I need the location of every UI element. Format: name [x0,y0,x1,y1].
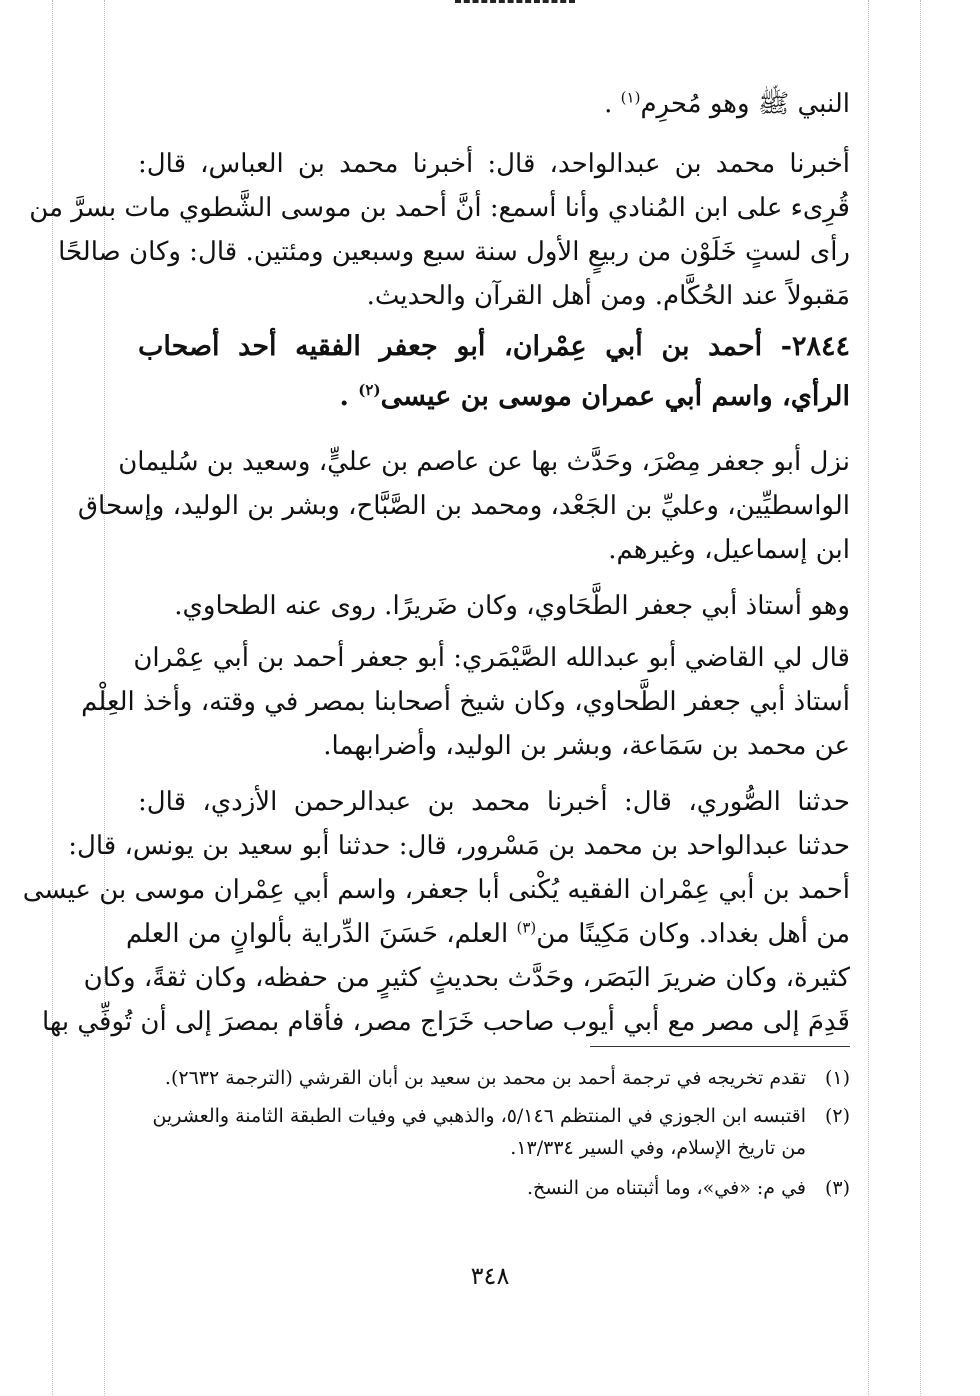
text-line: حدثنا الصُّوري، قال: أخبرنا محمد بن عبدالرحمن الأزدي، قال: [138,787,850,817]
footnote-text: في م: «في»، وما أثبتناه من النسخ. [527,1177,806,1199]
page-number: ٣٤٨ [470,1262,510,1290]
paragraph-4 [81,636,850,768]
heading-end: . [339,381,359,412]
entry-heading [138,322,850,422]
footnote-3 [138,1172,850,1204]
footnote-text-continued: من تاريخ الإسلام، وفي السير ١٣/٣٣٤. [510,1137,806,1159]
heading-line: الرأي، واسم أبي عمران موسى بن عيسى [380,381,850,412]
text-line: رأى لستٍ خَلَوْن من ربيعٍ الأول سنة سبع وسبعين ومئتين. قال: وكان صالحًا [58,237,850,267]
text-line: وهو أستاذ أبي جعفر الطَّحَاوي، وكان ضَريرًا. روى عنه الطحاوي. [174,591,850,621]
footnote-text: تقدم تخريجه في ترجمة أحمد بن محمد بن سعيد بن أبان القرشي (الترجمة ٢٦٣٢). [164,1067,806,1089]
top-header-mark [455,0,575,11]
footnote-ref-3: (٣) [516,918,537,937]
text-line: ابن إسماعيل، وغيرهم. [608,535,850,565]
footnote-ref-2: (٢) [358,381,381,399]
text-line: أخبرنا محمد بن عبدالواحد، قال: أخبرنا محمد بن العباس، قال: [138,149,850,179]
text-line: أستاذ أبي جعفر الطَّحاوي، وكان شيخ أصحابنا بمصر في وقته، وأخذ العِلْم [81,687,850,717]
text-line: قَدِمَ إلى مصر مع أبي أيوب صاحب خَرَاج مصر، فأقام بمصرَ إلى أن تُوفِّي بها [41,1007,850,1037]
text-line: عن محمد بن سَمَاعة، وبشر بن الوليد، وأضرابهما. [323,731,850,761]
heading-line: ٢٨٤٤- أحمد بن أبي عِمْران، أبو جعفر الفقيه أحد أصحاب [138,331,850,362]
text-segment: العلم، حَسَنَ الدِّراية بألوانٍ من العلم [125,919,517,949]
text-segment: من أهل بغداد. وكان مَكِينًا من [536,919,850,949]
footnote-number: (١) [824,1067,850,1089]
text-line: قال لي القاضي أبو عبدالله الصَّيْمَري: أبو جعفر أحمد بن أبي عِمْران [133,643,850,673]
opening-end: . [604,89,621,119]
scan-margin-line [868,0,869,1396]
scan-margin-line [920,0,921,1396]
text-line: حدثنا عبدالواحد بن محمد بن مَسْرور، قال: حدثنا أبو سعيد بن يونس، قال: [68,831,850,861]
footnote-number: (٣) [824,1177,850,1199]
footnote-separator [590,1046,850,1047]
text-line: نزل أبو جعفر مِصْرَ، وحَدَّث بها عن عاصم بن عليٍّ، وسعيد بن سُليمان [118,447,850,477]
paragraph-5 [22,780,850,1044]
paragraph-3 [138,584,850,628]
text-line: مَقبولاً عند الحُكَّام. ومن أهل القرآن والحديث. [366,281,850,311]
footnote-text: اقتبسه ابن الجوزي في المنتظم ٥/١٤٦، والذهبي في وفيات الطبقة الثامنة والعشرين [152,1105,806,1127]
footnote-2 [138,1100,850,1164]
footnote-1 [138,1062,850,1094]
paragraph-2 [77,440,850,572]
footnote-ref-1: (١) [620,88,641,107]
text-line: الواسطيِّين، وعليِّ بن الجَعْد، ومحمد بن الصَّبَّاح، وبشر بن الوليد، وإسحاق [77,491,850,521]
text-line: كثيرة، وكان ضريرَ البَصَر، وحَدَّث بحديثٍ كثيرٍ من حفظه، وكان ثقةً، وكان [83,963,850,993]
text-line: أحمد بن أبي عِمْران الفقيه يُكْنى أبا جعفر، واسم أبي عِمْران موسى بن عيسى [22,875,850,905]
footnote-number: (٢) [824,1105,850,1127]
opening-text: النبي ﷺ وهو مُحرِم [640,89,850,119]
paragraph-1 [29,142,850,318]
opening-line [138,82,850,126]
text-line: قُرِىء على ابن المُنادي وأنا أسمع: أنَّ أحمد بن موسى الشَّطوي مات بسرَّ من [29,193,850,223]
